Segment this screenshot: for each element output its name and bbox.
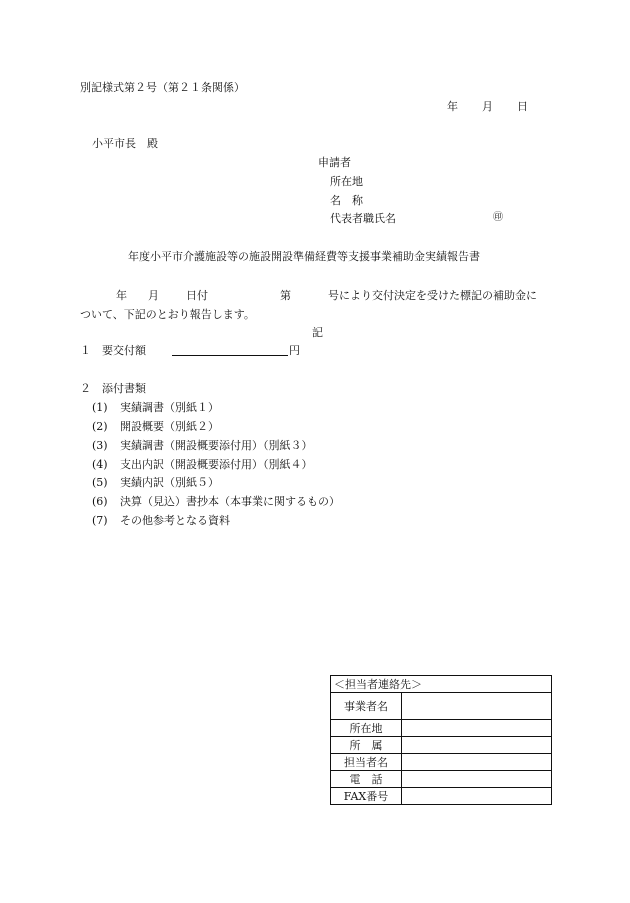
body-date: 日付: [186, 289, 208, 302]
contact-label-company: 事業者名: [331, 693, 402, 720]
attachment-item: (3) 実績調書（開設概要添付用）（別紙３）: [92, 439, 313, 452]
body-dai: 第: [280, 289, 291, 302]
attachment-item: (6) 決算（見込）書抄本（本事業に関するもの）: [92, 495, 340, 508]
date-year: 年: [447, 100, 458, 113]
contact-label-person: 担当者名: [331, 754, 402, 771]
attachment-item: (4) 支出内訳（開設概要添付用）（別紙４）: [92, 458, 313, 471]
attachment-item: (2) 開設概要（別紙２）: [92, 420, 219, 433]
contact-value-address: [402, 720, 552, 737]
date-month: 月: [482, 100, 493, 113]
contact-table: [330, 675, 552, 805]
ki-marker: 記: [312, 326, 323, 339]
body-month: 月: [148, 289, 159, 302]
applicant-name-label: 名 称: [330, 194, 363, 207]
applicant-representative-label: 代表者職氏名: [330, 212, 396, 225]
attachment-item: (7) その他参考となる資料: [92, 514, 230, 527]
contact-value-phone: [402, 771, 552, 788]
contact-label-phone: 電 話: [331, 771, 402, 788]
attachments-label: 添付書類: [102, 382, 146, 395]
applicant-address-label: 所在地: [330, 175, 363, 188]
body-text-1: 号により交付決定を受けた標記の補助金に: [328, 289, 537, 302]
date-day: 日: [517, 100, 528, 113]
contact-table-header: ＜担当者連絡先＞: [331, 676, 552, 693]
amount-number: １: [80, 344, 91, 357]
date-line: [447, 101, 528, 112]
body-line-2: ついて、下記のとおり報告します。: [80, 308, 255, 321]
amount-blank-line: [172, 355, 288, 356]
amount-label: 要交付額: [102, 344, 146, 357]
report-title: 年度小平市介護施設等の施設開設準備経費等支援事業補助金実績報告書: [128, 250, 480, 263]
contact-value-fax: [402, 788, 552, 805]
attachments-number: ２: [80, 382, 91, 395]
attachment-item: (5) 実績内訳（別紙５）: [92, 476, 219, 489]
contact-label-address: 所在地: [331, 720, 402, 737]
contact-value-department: [402, 737, 552, 754]
seal-icon: ㊞: [493, 212, 503, 223]
amount-unit: 円: [289, 344, 300, 357]
form-number: 別記様式第２号（第２１条関係）: [80, 81, 245, 94]
attachment-item: (1) 実績調書（別紙１）: [92, 401, 219, 414]
addressee: 小平市長 殿: [92, 137, 158, 150]
contact-value-company: [402, 693, 552, 720]
applicant-label: 申請者: [318, 156, 351, 169]
contact-label-department: 所 属: [331, 737, 402, 754]
body-year: 年: [116, 289, 127, 302]
contact-value-person: [402, 754, 552, 771]
contact-label-fax: FAX番号: [331, 788, 402, 805]
